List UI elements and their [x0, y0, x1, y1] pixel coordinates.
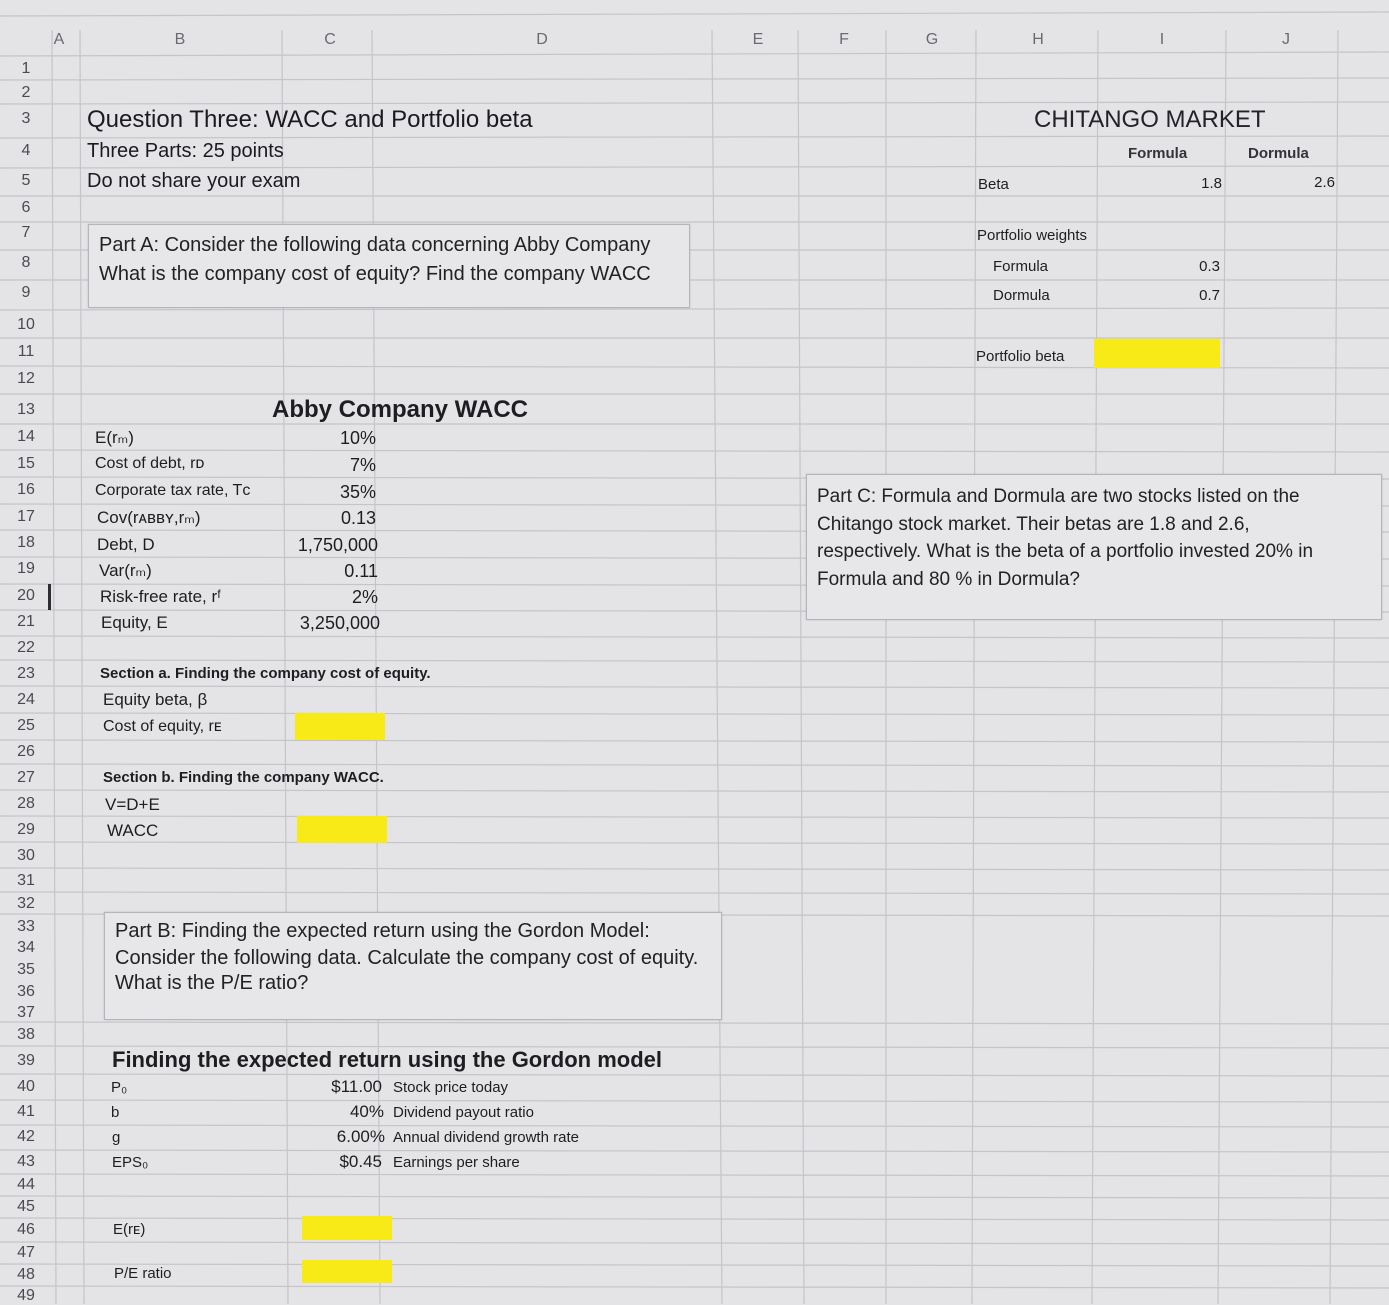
row-number[interactable]: 1 — [21, 60, 31, 77]
abby-label-tax-rate[interactable]: Corporate tax rate, Tᴄ — [95, 482, 251, 499]
abby-label-cost-of-debt[interactable]: Cost of debt, rᴅ — [95, 455, 205, 472]
expected-return-answer-cell[interactable] — [302, 1216, 392, 1240]
column-header-f[interactable]: F — [839, 31, 849, 48]
row-number[interactable]: 13 — [17, 401, 35, 418]
row-number[interactable]: 10 — [17, 316, 35, 333]
row-number[interactable]: 4 — [21, 142, 31, 159]
column-header-h[interactable]: H — [1032, 31, 1044, 48]
abby-label-debt[interactable]: Debt, D — [97, 535, 155, 554]
column-header-j[interactable]: J — [1282, 31, 1290, 48]
abby-table-title[interactable]: Abby Company WACC — [272, 396, 529, 423]
part-a-textbox[interactable] — [88, 224, 690, 308]
column-header-b[interactable]: B — [174, 31, 186, 48]
pe-ratio-answer-cell[interactable] — [302, 1260, 392, 1283]
value-label[interactable]: V=D+E — [105, 795, 160, 814]
column-header-e[interactable]: E — [752, 31, 764, 48]
abby-label-equity[interactable]: Equity, E — [101, 613, 168, 632]
row-number[interactable]: 23 — [17, 665, 35, 682]
part-b-line3: What is the P/E ratio? — [115, 972, 309, 994]
part-a-line1: Part A: Consider the following data concerning Abby Company — [99, 234, 651, 256]
gordon-value-growth[interactable]: 6.00% — [336, 1127, 385, 1146]
row-number[interactable]: 45 — [17, 1198, 35, 1215]
gordon-desc-growth[interactable]: Annual dividend growth rate — [393, 1129, 579, 1146]
row-number[interactable]: 19 — [17, 560, 35, 577]
row-number[interactable]: 25 — [17, 717, 35, 734]
wacc-label[interactable]: WACC — [107, 821, 159, 840]
expected-return-label[interactable]: E(rᴇ) — [113, 1221, 146, 1238]
gordon-value-price[interactable]: $11.00 — [331, 1077, 382, 1096]
row-number[interactable]: 35 — [17, 961, 35, 978]
abby-value-covariance[interactable]: 0.13 — [340, 508, 376, 528]
row-number[interactable]: 29 — [17, 821, 35, 838]
row-number[interactable]: 48 — [17, 1266, 35, 1283]
abby-value-variance[interactable]: 0.11 — [344, 561, 378, 581]
beta-formula-value[interactable]: 1.8 — [1201, 175, 1222, 192]
row-number[interactable]: 27 — [17, 769, 35, 786]
wacc-answer-cell[interactable] — [297, 816, 387, 843]
row-number[interactable]: 37 — [17, 1004, 35, 1021]
abby-value-tax-rate[interactable]: 35% — [339, 482, 376, 502]
portfolio-beta-answer-cell[interactable] — [1094, 339, 1220, 368]
abby-label-market-return[interactable]: E(rₘ) — [95, 428, 134, 447]
row-number[interactable]: 42 — [17, 1128, 35, 1145]
row-number[interactable]: 34 — [17, 939, 35, 956]
row-number[interactable]: 16 — [17, 481, 35, 498]
part-c-line1: Part C: Formula and Dormula are two stocks listed on the — [817, 486, 1300, 507]
gordon-label-price[interactable]: P₀ — [111, 1079, 128, 1096]
row-number[interactable]: 46 — [17, 1221, 35, 1238]
row-number[interactable]: 49 — [17, 1287, 35, 1304]
row-number[interactable]: 41 — [17, 1103, 35, 1120]
row-number[interactable]: 24 — [17, 691, 35, 708]
row-number[interactable]: 40 — [17, 1078, 35, 1095]
part-c-line3: respectively. What is the beta of a portfolio invested 20% in — [817, 541, 1314, 562]
row-number[interactable]: 47 — [17, 1244, 35, 1261]
row-number[interactable]: 21 — [17, 613, 35, 630]
pe-ratio-label[interactable]: P/E ratio — [114, 1265, 172, 1282]
part-c-line2: Chitango stock market. Their betas are 1.8 and 2.6, — [817, 514, 1250, 535]
active-row-marker — [48, 584, 51, 610]
row-number[interactable]: 22 — [17, 639, 35, 656]
chitango-col-dormula[interactable]: Dormula — [1248, 145, 1309, 162]
beta-dormula-value[interactable]: 2.6 — [1314, 174, 1335, 191]
cost-of-equity-label[interactable]: Cost of equity, rᴇ — [103, 718, 222, 735]
section-b-heading[interactable]: Section b. Finding the company WACC. — [103, 769, 384, 786]
row-number[interactable]: 39 — [17, 1052, 35, 1069]
row-number[interactable]: 8 — [21, 254, 31, 271]
abby-label-risk-free-rate[interactable]: Risk-free rate, rᶠ — [100, 587, 222, 606]
gordon-label-eps[interactable]: EPS₀ — [112, 1154, 149, 1171]
part-c-textbox[interactable] — [806, 474, 1382, 620]
abby-value-debt[interactable]: 1,750,000 — [297, 535, 378, 555]
column-header-g[interactable]: G — [925, 31, 939, 48]
row-number[interactable]: 2 — [21, 84, 31, 101]
row-number[interactable]: 26 — [17, 743, 35, 760]
gordon-desc-payout[interactable]: Dividend payout ratio — [393, 1104, 534, 1121]
gordon-desc-price[interactable]: Stock price today — [393, 1079, 509, 1096]
part-b-line2: Consider the following data. Calculate the company cost of equity. — [115, 947, 699, 969]
gordon-value-eps[interactable]: $0.45 — [339, 1152, 382, 1171]
abby-value-cost-of-debt[interactable]: 7% — [349, 455, 376, 475]
row-number[interactable]: 18 — [17, 534, 35, 551]
column-header-c[interactable]: C — [324, 31, 336, 48]
gordon-table-title[interactable]: Finding the expected return using the Gordon model — [112, 1047, 663, 1072]
chitango-col-formula[interactable]: Formula — [1128, 145, 1188, 162]
abby-label-variance[interactable]: Var(rₘ) — [99, 561, 152, 580]
abby-value-market-return[interactable]: 10% — [339, 428, 376, 448]
row-number[interactable]: 6 — [21, 199, 31, 216]
column-header-a[interactable]: A — [53, 31, 65, 48]
equity-beta-label[interactable]: Equity beta, β — [103, 690, 208, 709]
gordon-label-growth[interactable]: g — [112, 1129, 121, 1146]
part-c-line4: Formula and 80 % in Dormula? — [817, 569, 1080, 590]
row-number[interactable]: 36 — [17, 983, 35, 1000]
row-number[interactable]: 3 — [21, 110, 31, 127]
row-number[interactable]: 38 — [17, 1026, 35, 1043]
row-number[interactable]: 14 — [17, 428, 35, 445]
exam-title[interactable]: Question Three: WACC and Portfolio beta — [87, 106, 533, 133]
cost-of-equity-answer-cell[interactable] — [295, 713, 385, 740]
beta-label[interactable]: Beta — [978, 176, 1009, 193]
row-number[interactable]: 17 — [17, 508, 35, 525]
row-number[interactable]: 28 — [17, 795, 35, 812]
portfolio-beta-label[interactable]: Portfolio beta — [976, 348, 1065, 365]
row-number[interactable]: 5 — [21, 172, 31, 189]
row-number[interactable]: 11 — [17, 343, 35, 360]
row-number[interactable]: 20 — [17, 587, 35, 604]
chitango-title[interactable]: CHITANGO MARKET — [1034, 106, 1266, 133]
weight-formula-value[interactable]: 0.3 — [1199, 258, 1220, 275]
part-a-line2: What is the company cost of equity? Find the company WACC — [99, 263, 651, 285]
weight-formula-label[interactable]: Formula — [993, 258, 1049, 275]
weight-dormula-value[interactable]: 0.7 — [1199, 287, 1220, 304]
row-number[interactable]: 43 — [17, 1153, 35, 1170]
part-b-line1: Part B: Finding the expected return using the Gordon Model: — [115, 920, 650, 942]
column-header-i[interactable]: I — [1159, 31, 1165, 48]
row-number[interactable]: 12 — [17, 370, 35, 387]
section-a-heading[interactable]: Section a. Finding the company cost of equity. — [100, 665, 431, 682]
gordon-desc-eps[interactable]: Earnings per share — [393, 1154, 520, 1171]
row-number[interactable]: 30 — [17, 847, 35, 864]
row-number[interactable]: 33 — [17, 918, 35, 935]
portfolio-weights-label[interactable]: Portfolio weights — [977, 227, 1088, 244]
column-header-d[interactable]: D — [536, 31, 548, 48]
row-number[interactable]: 32 — [17, 895, 35, 912]
gordon-value-payout[interactable]: 40% — [349, 1102, 384, 1121]
exam-parts[interactable]: Three Parts: 25 points — [87, 140, 284, 162]
row-number[interactable]: 9 — [21, 284, 31, 301]
row-number[interactable]: 7 — [21, 224, 31, 241]
gordon-label-payout[interactable]: b — [111, 1104, 120, 1121]
weight-dormula-label[interactable]: Dormula — [993, 287, 1050, 304]
row-number[interactable]: 31 — [17, 872, 35, 889]
abby-value-risk-free-rate[interactable]: 2% — [351, 587, 378, 607]
row-number[interactable]: 44 — [17, 1176, 35, 1193]
exam-notice[interactable]: Do not share your exam — [87, 170, 301, 192]
abby-value-equity[interactable]: 3,250,000 — [299, 613, 380, 633]
abby-label-covariance[interactable]: Cov(rᴀʙʙʏ,rₘ) — [97, 508, 201, 527]
row-number[interactable]: 15 — [17, 455, 35, 472]
part-b-textbox[interactable] — [104, 912, 722, 1020]
